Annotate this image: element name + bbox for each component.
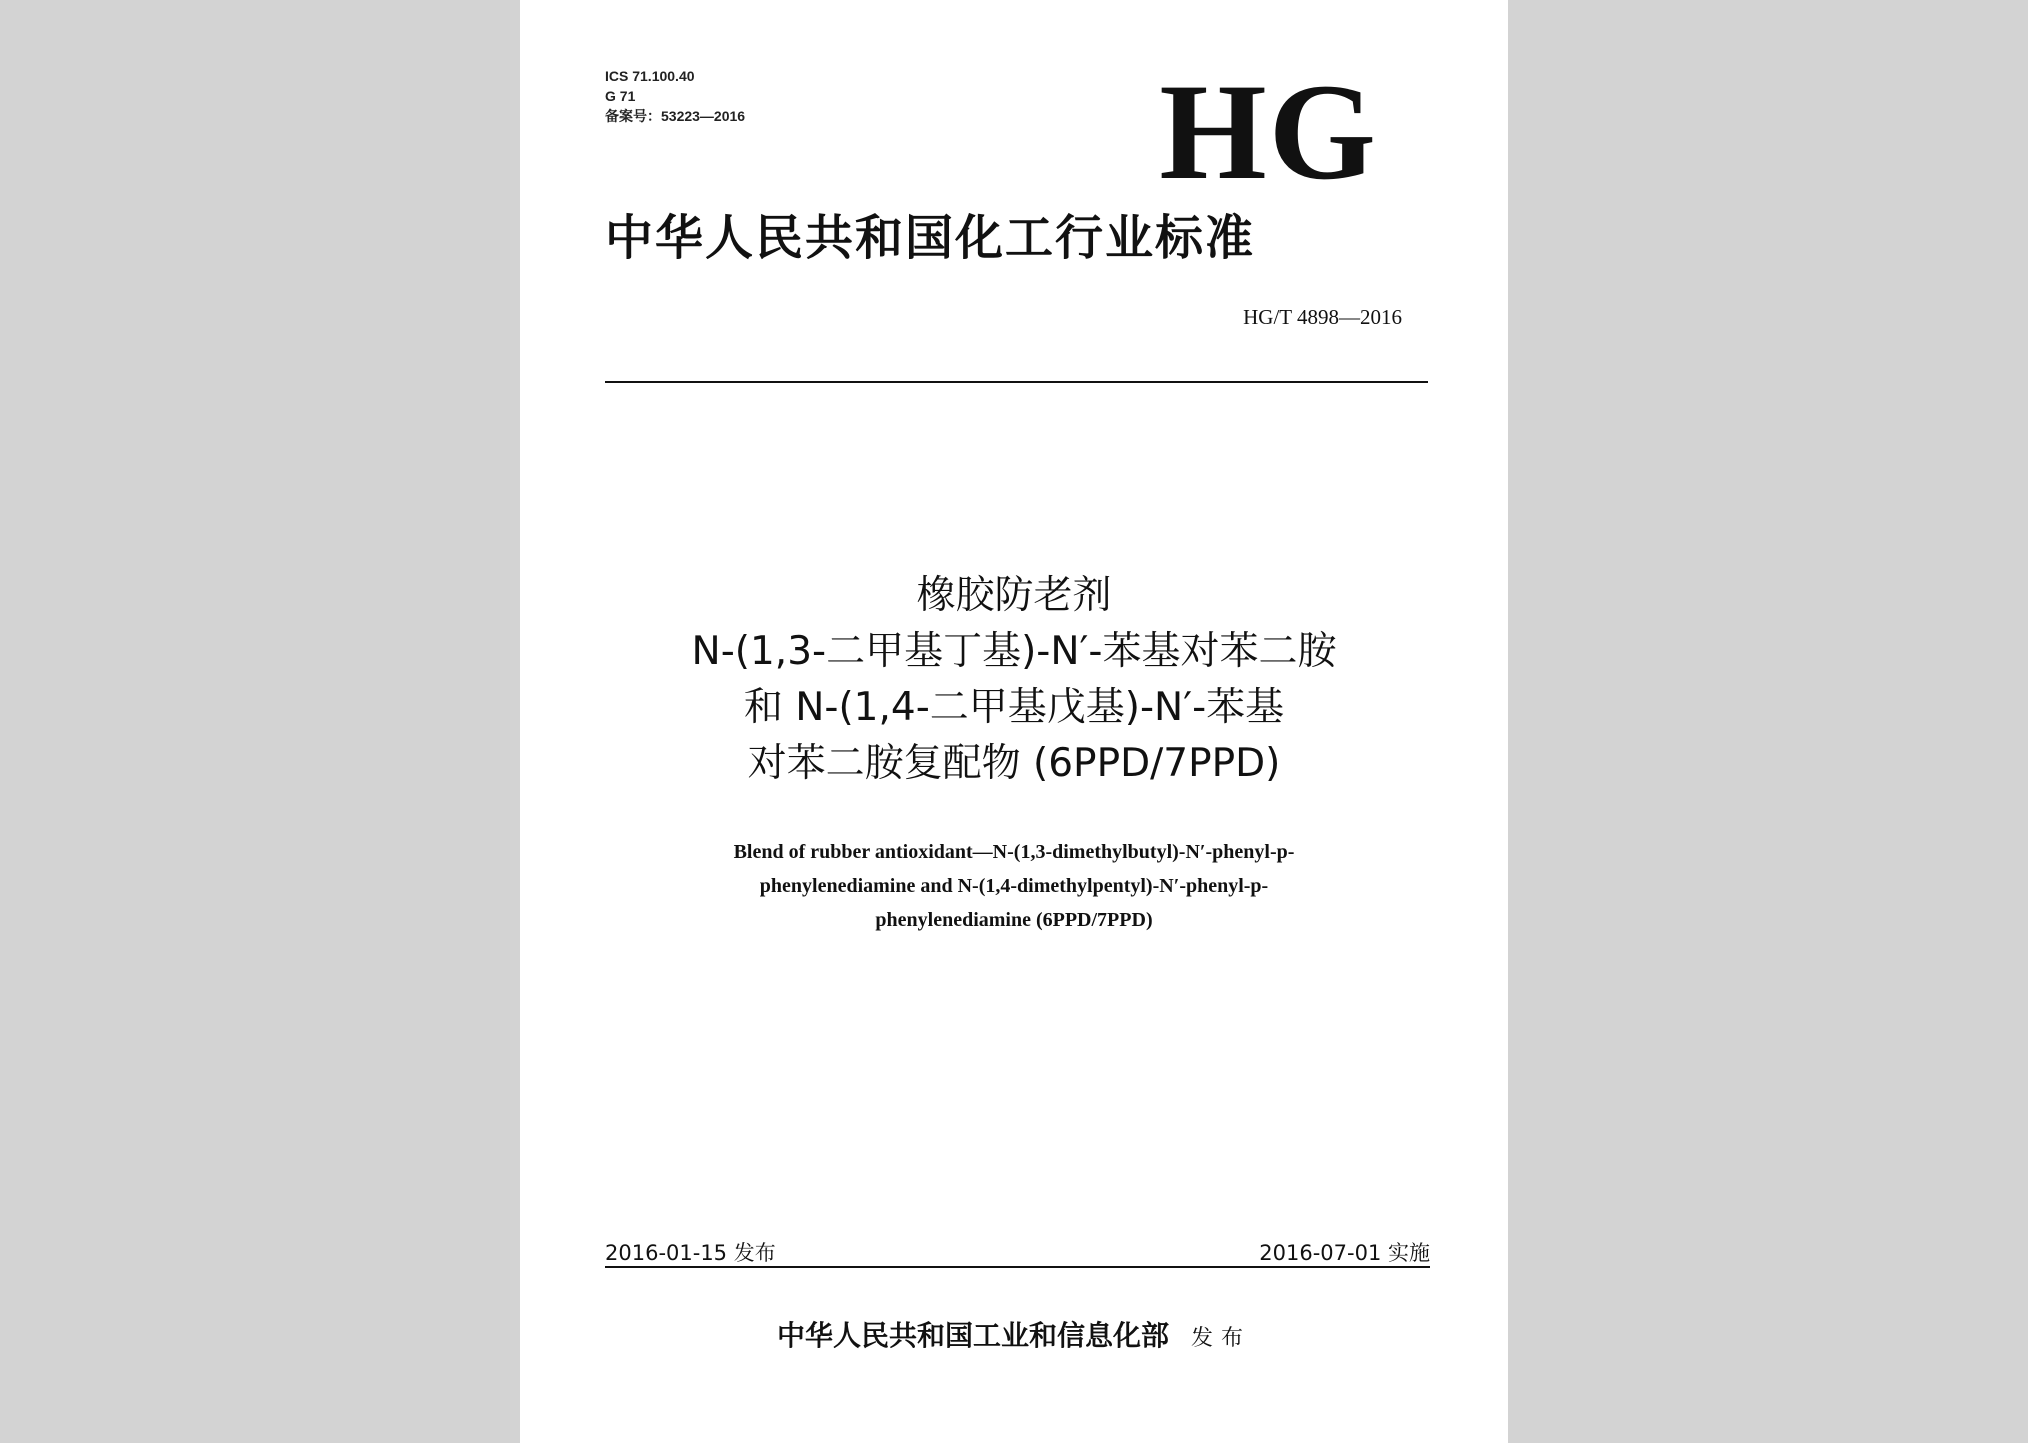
implementation-date: 2016-07-01 实施	[1259, 1241, 1430, 1265]
english-title-line-3: phenylenediamine (6PPD/7PPD)	[875, 909, 1153, 931]
english-title	[520, 835, 1508, 937]
standard-title: 中华人民共和国化工行业标准	[605, 210, 1256, 266]
chinese-title-line-4: 对苯二胺复配物 (6PPD/7PPD)	[747, 741, 1281, 786]
document-page	[520, 0, 1508, 1443]
ics-code: ICS 71.100.40	[605, 68, 695, 84]
issue-date: 2016-01-15 发布	[605, 1241, 776, 1265]
top-divider	[605, 381, 1428, 383]
bottom-divider	[605, 1266, 1430, 1268]
chinese-title-line-2: N-(1,3-二甲基丁基)-N′-苯基对苯二胺	[691, 629, 1337, 674]
publisher-suffix: 发布	[1191, 1326, 1252, 1351]
record-number: 备案号：53223—2016	[605, 108, 746, 124]
publisher-name: 中华人民共和国工业和信息化部	[776, 1319, 1169, 1352]
english-title-line-1: Blend of rubber antioxidant—N-(1,3-dimethylbutyl)-N′-phenyl-p-	[733, 841, 1295, 863]
english-title-line-2: phenylenediamine and N-(1,4-dimethylpentyl)-N′-phenyl-p-	[759, 875, 1269, 897]
chinese-title-line-3: 和 N-(1,4-二甲基戊基)-N′-苯基	[743, 685, 1285, 730]
publisher	[520, 1314, 1508, 1354]
standard-number: HG/T 4898—2016	[1243, 305, 1402, 329]
classification-info	[605, 66, 745, 126]
chinese-title	[520, 568, 1508, 792]
chinese-title-line-1: 橡胶防老剂	[916, 573, 1112, 618]
hg-logo: HG	[1159, 55, 1378, 208]
ccs-code: G 71	[605, 88, 636, 104]
